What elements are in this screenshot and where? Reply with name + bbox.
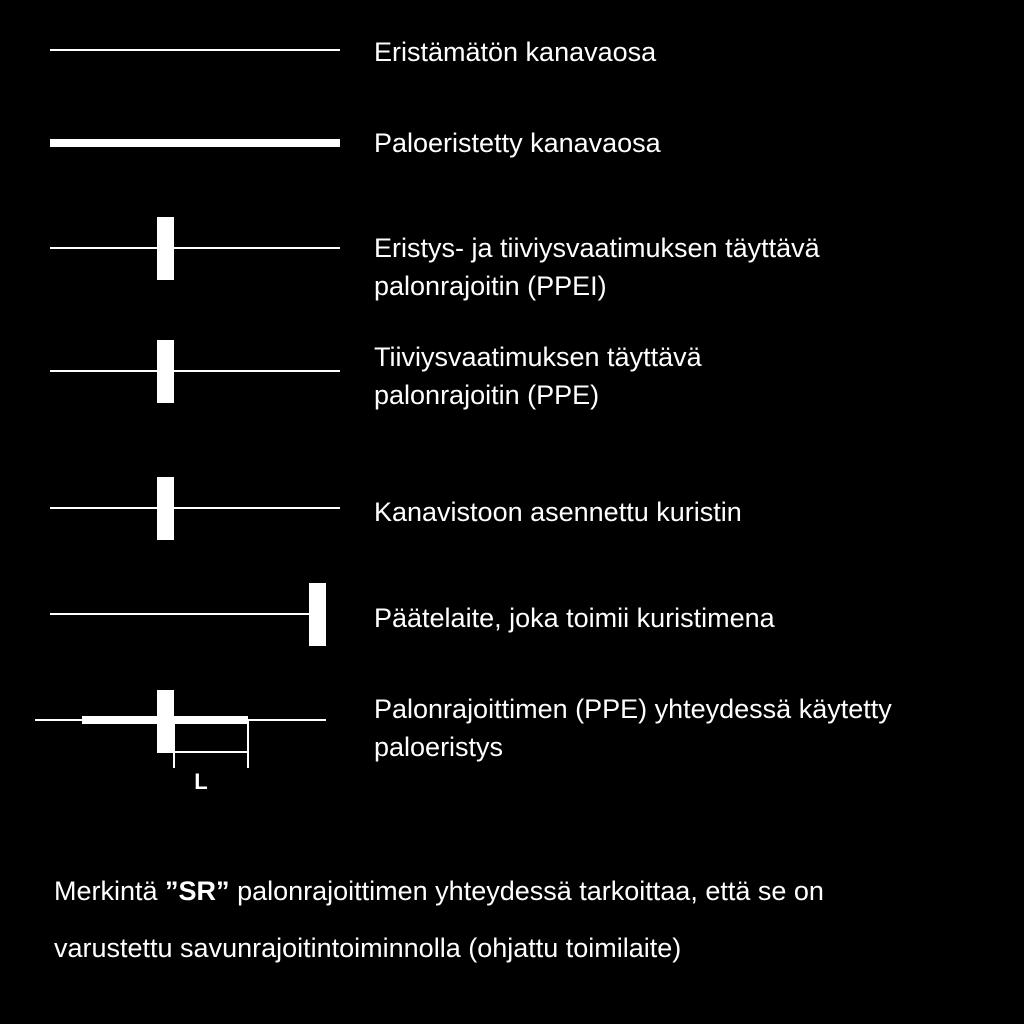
symbol-end-terminal-throttle [50, 583, 326, 646]
legend-label-line: Palonrajoittimen (PPE) yhteydessä käytetty [374, 694, 892, 724]
legend-label-end-terminal [374, 599, 775, 637]
legend-label-damper-insulation [374, 690, 892, 766]
legend-label-line: Päätelaite, joka toimii kuristimena [374, 603, 775, 633]
legend-label-line: Eristys- ja tiiviysvaatimuksen täyttävä [374, 233, 820, 263]
legend-label-ppe [374, 338, 702, 414]
legend-label-insulated [374, 124, 661, 162]
legend-label-line: palonrajoitin (PPE) [374, 380, 600, 410]
sr-note-marker: ”SR” [165, 876, 230, 906]
legend-label-uninsulated [374, 33, 656, 71]
sr-note-text-after: palonrajoittimen yhteydessä tarkoittaa, että se on [229, 876, 824, 906]
sr-note-line-2 [54, 929, 681, 967]
legend-label-line: Kanavistoon asennettu kuristin [374, 497, 742, 527]
legend-label-ppei [374, 229, 820, 305]
symbol-fire-damper-ppe [50, 340, 340, 403]
dimension-marker [174, 720, 248, 768]
symbol-fire-damper-ppei [50, 217, 340, 280]
legend-label-line: Tiiviysvaatimuksen täyttävä [374, 342, 702, 372]
sr-note-line-1 [54, 872, 824, 910]
legend-label-line: paloeristys [374, 732, 504, 762]
symbol-duct-throttle [50, 477, 340, 540]
symbol-damper-with-insulation [35, 690, 326, 794]
legend-label-line: palonrajoitin (PPEI) [374, 271, 607, 301]
dimension-label: L [194, 769, 208, 794]
legend-label-line: Eristämätön kanavaosa [374, 37, 657, 67]
legend-label-throttle [374, 493, 742, 531]
legend-label-line: Paloeristetty kanavaosa [374, 128, 661, 158]
sr-note-text: varustettu savunrajoitintoiminnolla (ohjattu toimilaite) [54, 933, 682, 963]
sr-note-text-before: Merkintä [54, 876, 166, 906]
